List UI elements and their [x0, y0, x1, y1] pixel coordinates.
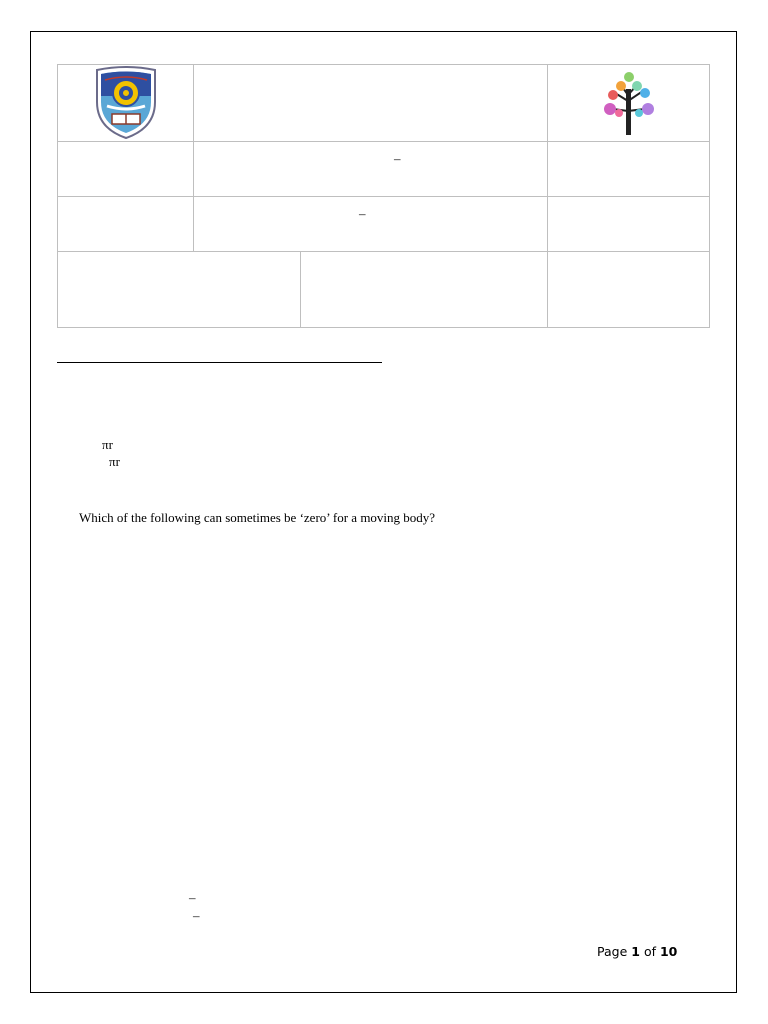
info-value-cell-2 — [194, 197, 548, 252]
current-page: 1 — [631, 944, 640, 959]
header-table — [57, 64, 710, 328]
tree-logo-cell — [548, 65, 710, 142]
info-label-cell-2 — [58, 197, 194, 252]
page-label: Page — [597, 944, 628, 959]
dash-mark: – — [189, 890, 196, 905]
question-text: Which of the following can sometimes be ‘zero’ for a moving body? — [79, 510, 436, 525]
info-right-cell-2 — [548, 197, 710, 252]
info-label-cell-1 — [58, 142, 194, 197]
footer-middle-cell — [301, 252, 548, 328]
school-crest-logo — [93, 66, 159, 140]
total-pages: 10 — [659, 944, 678, 959]
info-right-cell-1 — [548, 142, 710, 197]
footer-right-cell — [548, 252, 710, 328]
dash-mark: – — [394, 151, 401, 166]
dash-mark: – — [193, 908, 200, 923]
tree-logo — [601, 71, 657, 135]
footer-left-cell — [58, 252, 301, 328]
school-title-cell — [194, 65, 548, 142]
formula-line-1: πr — [102, 437, 113, 452]
dash-mark: – — [359, 206, 366, 221]
formula-line-2: πr — [109, 454, 120, 469]
info-value-cell-1 — [194, 142, 548, 197]
school-logo-cell — [58, 65, 194, 142]
section-underline — [57, 362, 382, 363]
page-number — [597, 944, 677, 959]
page-of-label: of — [643, 944, 656, 959]
